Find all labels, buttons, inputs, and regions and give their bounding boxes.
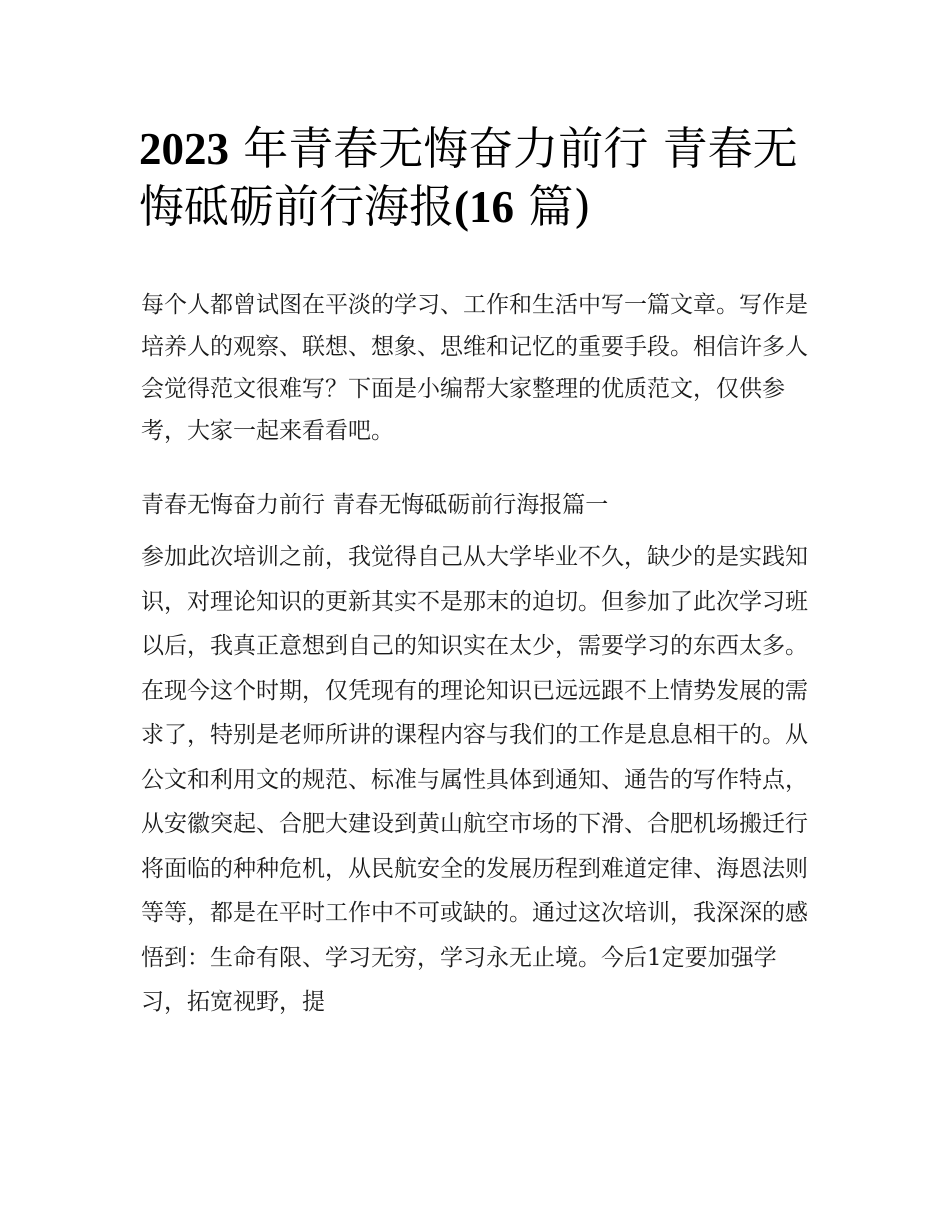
intro-paragraph: 每个人都曾试图在平淡的学习、工作和生活中写一篇文章。写作是培养人的观察、联想、想象、思维和记忆的重要手段。相信许多人会觉得范文很难写？下面是小编帮大家整理的优质范文，仅供参考，大家一起来看看吧。 xyxy=(141,292,808,444)
title-year: 2023 xyxy=(139,124,229,174)
section-heading: 青春无悔奋力前行 青春无悔砥砺前行海报篇一 xyxy=(141,492,609,518)
title-count: 16 xyxy=(469,182,515,232)
body-paragraph: 参加此次培训之前，我觉得自己从大学毕业不久，缺少的是实践知识，对理论知识的更新其实不是那末的迫切。但参加了此次学习班以后，我真正意想到自己的知识实在太少，需要学习的东西太多。在现今这个时期，仅凭现有的理论知识已远远跟不上情势发展的需求了，特别是老师所讲的课程内容与我们的工作是息息相干的。从公文和利用文的规范、标准与属性具体到通知、通告的写作特点，从安徽突起、合肥大建设到黄山航空市场的下滑、合肥机场搬迁行将面临的种种危机，从民航安全的发展历程到难道定律、海恩法则等等，都是在平时工作中不可或缺的。通过这次培训，我深深的感悟到：生命有限、学习无穷，学习永无止境。今后1定要加强学习，拓宽视野，提 xyxy=(141,544,808,1015)
title-text: 年青春无悔奋力前行 青春无悔砥砺前行海报 xyxy=(139,122,798,233)
title-paren-open: ( xyxy=(454,182,470,232)
title-paren-close: 篇) xyxy=(514,180,591,233)
document-title xyxy=(139,120,819,236)
